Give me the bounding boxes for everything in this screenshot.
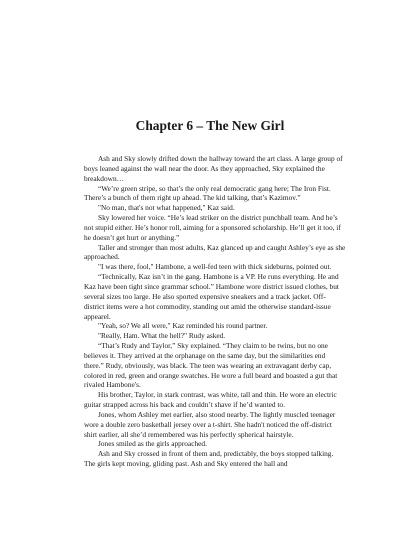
paragraph: Taller and stronger than most adults, Kaz glanced up and caught Ashley’s eye as she approached. (84, 242, 346, 262)
paragraph: Jones smiled as the girls approached. (98, 439, 207, 449)
paragraph: “That’s Rudy and Taylor,” Sky explained. “They claim to be twins, but no one believes it. They arrived at the orphanage on the same day, but the similarities end there.” Rudy, obviously, was black. The teen was wearing an extravagant derby cap, colored in red, green and orange swatches. He wore a full beard and boasted a gut that rivaled Hambone's. (84, 341, 338, 390)
paragraph: His brother, Taylor, in stark contrast, was white, tall and thin. He wore an electric guitar strapped across his back and couldn’t shave if he’d wanted to. (84, 390, 337, 410)
paragraph: Ash and Sky slowly drifted down the hallway toward the art class. A large group of boys leaned against the wall near the door. As they approached, Sky explained the breakdown… (84, 154, 343, 183)
chapter-title: Chapter 6 – The New Girl (135, 118, 285, 133)
paragraph: "No man, that's not what happened," Kaz said. (98, 203, 235, 213)
chapter-body (84, 154, 346, 469)
paragraph: "Yeah, so? We all were," Kaz reminded his round partner. (98, 321, 268, 331)
paragraph: “Technically, Kaz isn’t in the gang. Hambone is a VP. He runs everything. He and Kaz have been tight since grammar school.” Hambone wore district issued clothes, but several sizes too large. He also sported expensive sneakers and a track jacket. Off-district items were a hot commodity, standing out amid the otherwise standard-issue appearel. (84, 272, 339, 321)
paragraph: "Really, Ham. What the hell?" Rudy asked. (98, 331, 226, 341)
paragraph: Jones, whom Ashley met earlier, also stood nearby. The lightly muscled teenager wore a double zero basketball jersey over a t-shirt. She hadn't noticed the off-district shirt earlier, all she’d remembered was his perfectly spherical hairstyle. (84, 409, 336, 439)
paragraph: “We’re green stripe, so that’s the only real democratic gang here; The Iron Fist. There’s a bunch of them right up ahead. The kid talking, that’s Kazimov.” (84, 183, 331, 203)
paragraph: Sky lowered her voice. “He’s lead striker on the district punchball team. And he’s not stupid either. He’s honor roll, aiming for a sponsored scholarship. He’ll get it too, if he doesn’t get hurt or anything.” (84, 213, 341, 242)
paragraph: "I was there, fool," Hambone, a well-fed teen with thick sideburns, pointed out. (98, 262, 332, 272)
paragraph: Ash and Sky crossed in front of them and, predictably, the boys stopped talking. The girls kept moving, gliding past. Ash and Sky entered the hall and (84, 449, 334, 469)
